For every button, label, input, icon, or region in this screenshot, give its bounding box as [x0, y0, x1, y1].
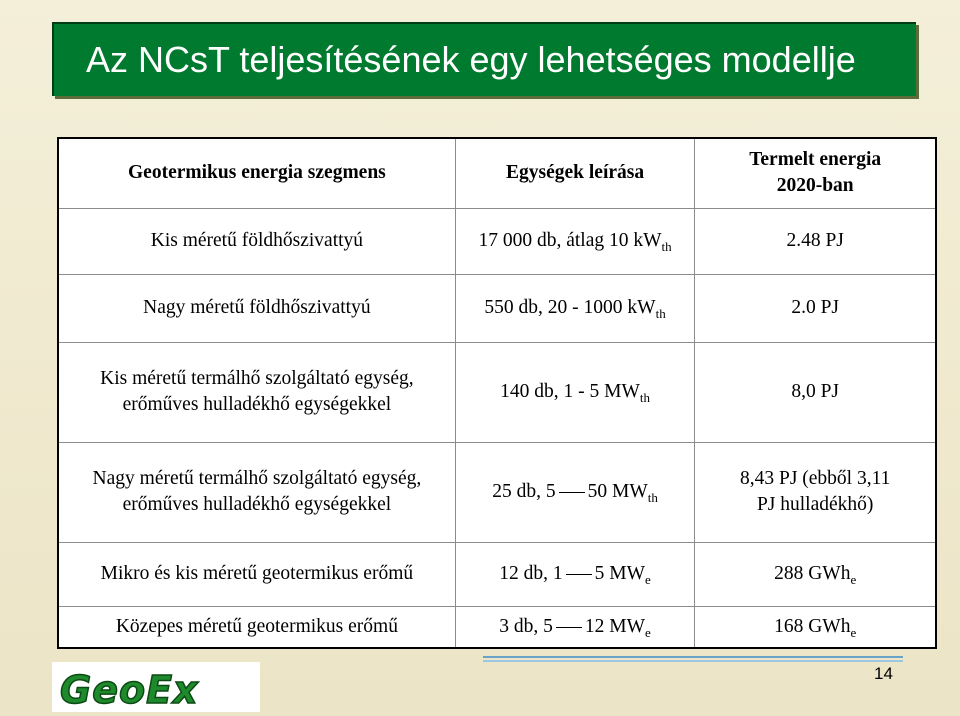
geoex-logo-graphic	[52, 662, 260, 712]
table-row	[58, 542, 936, 606]
cell-energy: 288 GWh$_e$	[695, 542, 936, 606]
slide-title: Az NCsT teljesítésének egy lehetséges modellje	[86, 39, 856, 80]
table-row	[58, 274, 936, 342]
logo-wordmark: GeoEx	[60, 668, 199, 712]
cell-segment: Kis méretű termálhő szolgáltató egység, erőműves hulladékhő egységekkel	[58, 342, 455, 442]
cell-segment: Kis méretű földhőszivattyú	[58, 208, 455, 274]
cell-energy: 2.0 PJ	[695, 274, 936, 342]
geoex-logo	[52, 662, 260, 712]
energy-table	[57, 137, 937, 649]
cell-units: 25 db, 5 50 $MW_{th}$	[455, 442, 695, 542]
range-dash	[566, 574, 592, 575]
table-header-row	[58, 138, 936, 208]
cell-segment: Mikro és kis méretű geotermikus erőmű	[58, 542, 455, 606]
header-energy: Termelt energia 2020-ban	[695, 138, 936, 208]
cell-units: 3 db, 5 12 $MW_e$	[455, 606, 695, 648]
cell-segment: Közepes méretű geotermikus erőmű	[58, 606, 455, 648]
table-row	[58, 442, 936, 542]
table-row	[58, 208, 936, 274]
cell-energy: 8,0 PJ	[695, 342, 936, 442]
page-number: 14	[874, 664, 893, 683]
cell-units: 140 db, 1 - 5 $MW_{th}$	[455, 342, 695, 442]
cell-units: 550 db, 20 - 1000 $kW_{th}$	[455, 274, 695, 342]
footer-divider	[483, 660, 903, 662]
table-row	[58, 342, 936, 442]
range-dash	[559, 492, 585, 493]
cell-segment: Nagy méretű termálhő szolgáltató egység, erőműves hulladékhő egységekkel	[58, 442, 455, 542]
header-segment: Geotermikus energia szegmens	[58, 138, 455, 208]
cell-units: 12 db, 1 5 $MW_e$	[455, 542, 695, 606]
range-dash	[556, 627, 582, 628]
cell-energy: 8,43 PJ (ebből 3,11 PJ hulladékhő)	[695, 442, 936, 542]
cell-segment: Nagy méretű földhőszivattyú	[58, 274, 455, 342]
table-row	[58, 606, 936, 648]
title-bar	[52, 22, 916, 96]
cell-units: 17 000 db, átlag 10 $kW_{th}$	[455, 208, 695, 274]
header-units: Egységek leírása	[455, 138, 695, 208]
footer-divider	[483, 656, 903, 658]
cell-energy: 168 GWh$_e$	[695, 606, 936, 648]
cell-energy: 2.48 PJ	[695, 208, 936, 274]
